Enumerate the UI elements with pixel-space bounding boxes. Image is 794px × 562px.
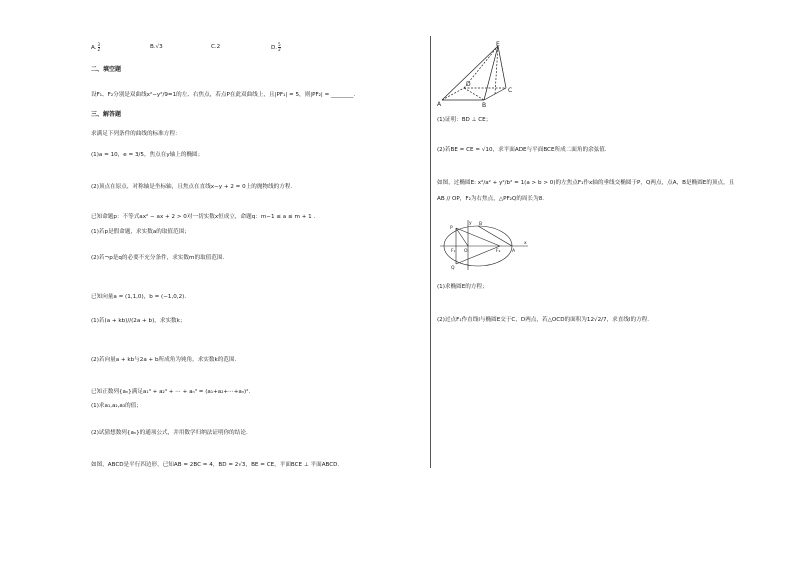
choice-c: C.2 [211,44,221,50]
choice-a-num: 3 [97,42,101,47]
column-divider [430,36,431,468]
geo-label-b: B [482,102,487,109]
ellipse-label-b: B [479,222,483,227]
vector-part-2: (2)若向量a + kb与2a + b所成角为钝角，求实数k的范围. [91,357,237,363]
geometry-part-2: (2)若BE = CE = √10，求平面ADE与平面BCE所成二面角的余弦值. [437,147,607,153]
choice-a-den: 2 [97,47,101,52]
sequence-part-1: (1)求a₁,a₂,a₃的值； [91,403,142,409]
ellipse-label-f2: F₂ [496,249,501,254]
choice-d-fraction [278,43,281,52]
geo-label-e: E [496,41,500,48]
choice-d-label: D. [271,45,278,51]
choice-d-num: 5 [278,42,281,47]
choice-b: B.√3 [150,44,163,50]
ellipse-figure [438,218,530,272]
ellipse-question-stem-line-1: 如图，过椭圆E: x²/a² + y²/b² = 1(a > b > 0)的左焦点F₁作x轴的垂线交椭圆于P，Q两点，点A，B是椭圆E的顶点，且 [437,180,735,186]
choice-d [271,43,282,52]
logic-part-2: (2)若¬p是q的必要不充分条件，求实数m的取值范围. [91,255,225,261]
geo-label-a: A [437,101,442,108]
ellipse-part-1: (1)求椭圆E的方程； [437,284,488,290]
ellipse-label-p: P [450,226,453,231]
vector-question-stem: 已知向量a = (1,1,0)，b = (−1,0,2). [91,294,187,300]
geometry-figure [436,40,518,110]
geo-label-d: D [466,81,471,88]
ellipse-label-q: Q [451,266,455,271]
choice-a-label: A. [91,45,97,51]
sequence-part-2: (2)试猜想数列{aₙ}的通项公式，并用数学归纳法证明你的结论. [91,430,248,436]
curves-question-stem: 求满足下列条件的曲线的标准方程： [91,131,181,137]
ellipse-part-2: (2)过点F₁作直线l与椭圆E交于C，D两点，若△OCD的面积为12√2/7，求直线l的方程. [437,317,650,323]
choice-a [91,43,101,52]
choice-a-fraction [98,43,101,52]
curves-part-2: (2)顶点在原点，对称轴是坐标轴，且焦点在直线x−y + 2 = 0上的抛物线的方程. [91,184,293,190]
vector-part-1: (1)若(a + kb)//(2a + b)，求实数k； [91,318,186,324]
ellipse-question-stem-line-2: AB // OP，F₂为右焦点，△PF₂Q的周长为8. [437,196,545,202]
ellipse-label-x: x [524,241,527,246]
geometry-part-1: (1)证明：BD ⊥ CE； [437,117,492,123]
logic-part-1: (1)若p是假命题，求实数a的取值范围； [91,229,190,235]
curves-part-1: (1)a = 10，e = 3/5，焦点在y轴上的椭圆； [91,152,204,158]
fill-in-question-1: 设F₁、F₂分别是双曲线x²−y²/9=1的左、右焦点，若点P在此双曲线上，且|PF₁| = 5，则|PF₂| = ________. [91,92,356,98]
choice-d-den: 2 [278,47,281,52]
ellipse-label-y: y [469,221,472,226]
section-title-answer: 三、解答题 [91,111,122,118]
ellipse-label-o: O [464,249,468,254]
geo-label-c: C [508,87,513,94]
geometry-question-stem: 如图，ABCD是平行四边形，已知AB = 2BC = 4，BD = 2√3，BE = CE，平面BCE ⊥ 平面ABCD. [91,462,340,468]
logic-question-stem: 已知命题p：不等式ax² − ax + 2 > 0对一切实数x恒成立，命题q：m−1 ≤ a ≤ m + 1 . [91,214,316,220]
sequence-question-stem: 已知正数列{aₙ}满足a₁³ + a₂³ + ⋯ + aₙ³ = (a₁+a₂+⋯+aₙ)². [91,389,251,395]
ellipse-label-a: A [512,249,516,254]
ellipse-label-f1: F₁ [451,249,456,254]
section-title-fill-in: 二、填空题 [91,66,122,73]
